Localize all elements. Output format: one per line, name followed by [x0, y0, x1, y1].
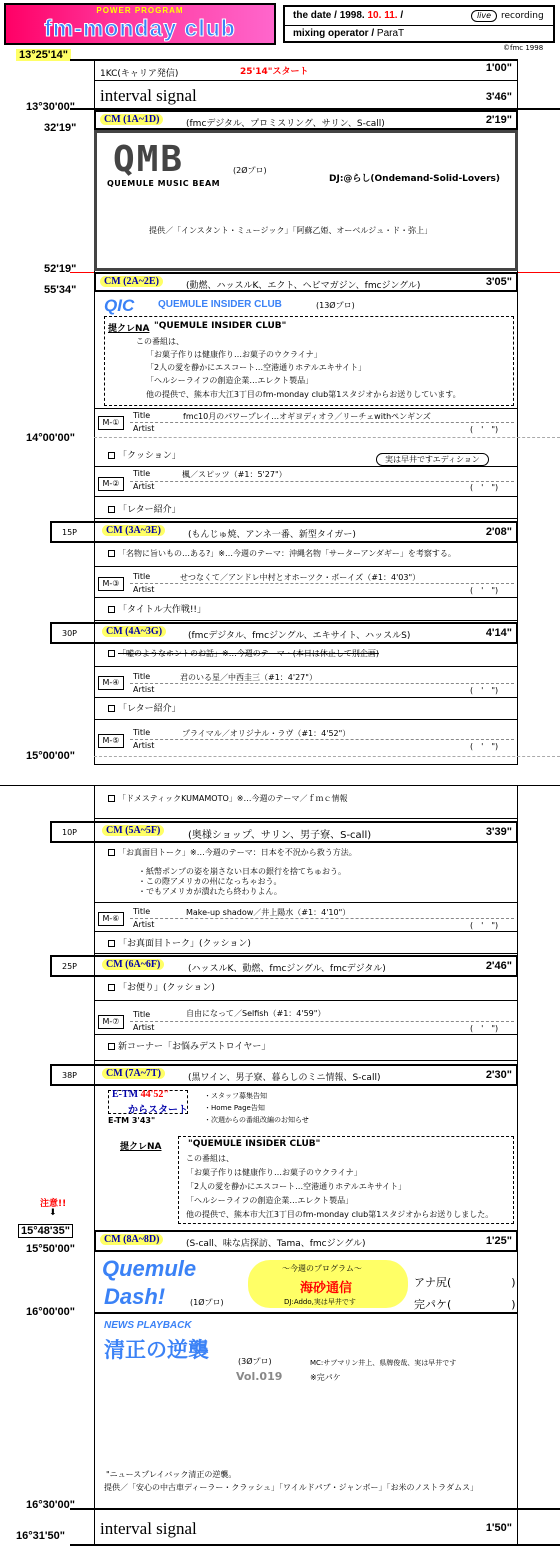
qic-prog: (13Øプロ) — [316, 301, 355, 310]
time-15-48-35: 15°48'35" — [18, 1224, 73, 1238]
copyright: ©fmc 1998 — [503, 44, 544, 52]
qd-kan-close: ) — [511, 1298, 516, 1311]
time-16-00-00: 16°00'00" — [26, 1306, 75, 1318]
serious-text-1: 「お真面目トーク」※…今週のテーマ：日本を不況から救う方法。 — [118, 848, 357, 857]
cm5-position: 10P — [62, 828, 78, 837]
m3-title: せつなくて／アンドレ中村とオホーツク・ボーイズ（#1：4'03"） — [180, 573, 421, 582]
qic2-line-1: この番組は、 — [186, 1154, 234, 1163]
cm8-label: CM (8A~8D) — [100, 1234, 163, 1245]
etm-start: からスタート — [128, 1105, 188, 1116]
cm5-text: (奥様ショップ、サリン、男子寮、S-call) — [188, 830, 372, 841]
logo-main-text: fm-monday club — [44, 15, 236, 41]
live-badge: live — [471, 10, 497, 22]
cm5-label: CM (5A~5F) — [102, 825, 164, 836]
time-15-50-00: 15°50'00" — [26, 1243, 75, 1255]
m7-time-blank: ( ' ") — [470, 1024, 499, 1033]
newcorner-row — [108, 1039, 270, 1052]
kc-duration: 1'00" — [485, 62, 512, 74]
qd-promo-2: 海砂通信 — [300, 1281, 353, 1296]
caution-arrow-icon: ⬇ — [49, 1208, 57, 1218]
m4-title-label: Title — [133, 672, 151, 681]
cm7-label: CM (7A~7T) — [102, 1068, 165, 1079]
cm2-row — [94, 272, 518, 292]
m2-title: 楓／スピッツ（#1：5'27"） — [182, 470, 287, 479]
cm3-text: (もんじゅ焼、アンネ一番、新型タイガー) — [188, 530, 356, 540]
cm6-position: 25P — [62, 962, 78, 971]
cm4-duration: 4'14" — [485, 627, 512, 639]
np-top-label: NEWS PLAYBACK — [104, 1320, 192, 1331]
etm-title — [112, 1089, 169, 1100]
etm-time: 44'52" — [140, 1089, 169, 1100]
letter-text-1: 「レター紹介」 — [118, 505, 181, 515]
m2-label: M-② — [98, 477, 124, 491]
domestic-row — [108, 793, 347, 804]
greet-row — [108, 980, 215, 993]
bullet-2: ・この際アメリカの州になっちゃおう。 — [138, 877, 282, 886]
m3-label: M-③ — [98, 577, 124, 591]
m7-label: M-⑦ — [98, 1015, 124, 1029]
mixing-value: ParaT — [376, 28, 405, 39]
cm7-row — [50, 1064, 518, 1086]
m7-title-label: Title — [133, 1010, 151, 1019]
m2-artist-label: Artist — [133, 482, 155, 491]
qic2-line-2: 「お菓子作りは健康作り…お菓子のウクライナ」 — [186, 1168, 362, 1177]
letter-row-1 — [108, 502, 181, 515]
cm7-position: 38P — [62, 1071, 78, 1080]
qmb-subtitle: QUEMULE MUSIC BEAM — [107, 179, 221, 188]
m2-time-blank: ( ' ") — [470, 483, 499, 492]
cm6-row — [50, 955, 518, 977]
time-13-25-14: 13°25'14" — [16, 49, 71, 61]
np-footer-1: "ニュースプレイバック清正の逆襲。 — [106, 1470, 237, 1479]
qic-logo: QIC — [104, 296, 135, 315]
cm1-duration: 2'19" — [485, 114, 512, 126]
m1-time-blank: ( ' ") — [470, 425, 499, 434]
cm7-duration: 2'30" — [485, 1069, 512, 1081]
interval-duration-2: 1'50" — [485, 1522, 512, 1534]
letter-row-2 — [108, 701, 181, 714]
qic-na-label: 提クレNA — [108, 324, 150, 334]
qd-promo-3: DJ:Addo,実は早井です — [284, 1298, 356, 1306]
qd-prog: (1Øプロ) — [190, 1298, 224, 1307]
mixing-label: mixing operator — [293, 28, 369, 39]
cm1-text: (fmcデジタル、プロミスリング、サリン、S-call) — [186, 119, 385, 129]
talk-row-1 — [108, 548, 456, 559]
qic2-na-label: 提クレNA — [120, 1142, 162, 1152]
program-logo — [4, 3, 276, 45]
qd-ana-label: アナ尻( — [414, 1276, 452, 1289]
cm6-text: (ハッスルK、動燃、fmcジングル、fmcデジタル) — [188, 964, 386, 974]
cm8-row — [94, 1230, 518, 1252]
cm2-duration: 3'05" — [485, 276, 512, 288]
time-13-30-00: 13°30'00" — [26, 101, 75, 113]
cm4-text: (fmcデジタル、fmcジングル、エキサイト、ハッスルS) — [188, 631, 411, 641]
cm1-row — [94, 110, 518, 130]
domestic-text: 「ドメスティックKUMAMOTO」※…今週のテーマ／ｆｍｃ情報 — [118, 794, 348, 803]
talk-text-1: 「名物に旨いもの…ある?」※…今週のテーマ：沖縄名物「サーターアンダギー」を考察する。 — [118, 549, 456, 558]
bullet-3: ・でもアメリカが潰れたら終わりよん。 — [138, 887, 282, 896]
qic2-line-5: 他の提供で、熊本市大江3丁目のfm-monday club第1スタジオからお送りしました。 — [186, 1210, 494, 1219]
np-prog: (3Øプロ) — [238, 1357, 272, 1366]
qic-line-4: 「ヘルシーライフの創造企業…エレクト製品」 — [146, 376, 314, 385]
serious-row-2 — [108, 936, 251, 949]
qic-line-3: 「2人の愛を静かにエスコート…空港通りホテルエキサイト」 — [146, 363, 367, 372]
m1-label: M-① — [98, 416, 124, 430]
title-work-row — [108, 602, 206, 615]
qmb-prog: (2Øプロ) — [233, 166, 267, 175]
qic-line-2: 「お菓子作りは健康作り…お菓子のウクライナ」 — [146, 350, 322, 359]
kc-row-text: 1KC(キャリア発信) — [100, 69, 179, 79]
time-14-00-00: 14°00'00" — [26, 432, 75, 444]
m6-title-label: Title — [133, 907, 151, 916]
start-note: 25'14"スタート — [240, 67, 309, 77]
np-footer-2: 提供／「安心の中古車ディーラー・クラッシュ」「ワイルドパブ・ジャンボー」「お米のノストラダムス」 — [104, 1483, 479, 1492]
qic2-line-4: 「ヘルシーライフの創造企業…エレクト製品」 — [186, 1196, 354, 1205]
qmb-dj: DJ:@らし(Ondemand-Solid-Lovers) — [329, 174, 500, 184]
cm6-label: CM (6A~6F) — [102, 959, 164, 970]
qmb-offer: 提供／「インスタント・ミュージック」「阿蘇乙姫、オーベルジュ・ド・弥上」 — [149, 226, 433, 235]
m4-label: M-④ — [98, 676, 124, 690]
date-day: 11. — [384, 10, 398, 21]
np-vol: Vol.019 — [236, 1370, 283, 1383]
cm7-text: (黒ワイン、男子寮、暮らしのミニ情報、S-call) — [188, 1073, 381, 1083]
cm3-duration: 2'08" — [485, 526, 512, 538]
interval-signal-2: interval signal — [100, 1519, 197, 1538]
qd-kan-label: 完パケ( — [414, 1298, 452, 1311]
qd-kan — [414, 1296, 516, 1312]
lie-row — [108, 648, 379, 659]
qic2-head: "QUEMULE INSIDER CLUB" — [188, 1139, 321, 1149]
m3-time-blank: ( ' ") — [470, 586, 499, 595]
m1-artist-label: Artist — [133, 424, 155, 433]
cm3-position: 15P — [62, 528, 78, 537]
cm8-duration: 1'25" — [485, 1235, 512, 1247]
cm2-text: (動燃、ハッスルK、エクト、ヘビマガジン、fmcジングル) — [186, 281, 421, 291]
caution-note: 注意!! — [40, 1199, 67, 1209]
cm1-label: CM (1A~1D) — [100, 114, 163, 125]
qmb-logo: QMB — [113, 139, 185, 180]
bullet-1: ・紙幣ポンプの姿を崩さない日本の銀行を捨てちゅおう。 — [138, 867, 346, 876]
np-mc: MC:サブマリン井上、県牌俊哉、実は早井です — [310, 1359, 457, 1367]
date-label: the date — [293, 10, 332, 21]
etm-label: E-TM — [112, 1089, 139, 1100]
cm2-label: CM (2A~2E) — [100, 276, 163, 287]
date-year: 1998. — [339, 10, 365, 21]
m7-title: 自由になって／Selfish（#1：4'59"） — [186, 1009, 326, 1018]
time-32-19: 32'19" — [44, 122, 77, 134]
qd-logo-2: Dash! — [104, 1284, 166, 1309]
serious-row-1 — [108, 847, 357, 858]
cm5-row — [50, 821, 518, 843]
m5-title-label: Title — [133, 728, 151, 737]
newcorner-text: 新コーナー「お悩みデストロイヤー」 — [118, 1042, 271, 1052]
cm5-duration: 3'39" — [485, 826, 512, 838]
m4-title: 君のいる星／中西圭三（#1：4'27"） — [180, 673, 317, 682]
cushion-row — [108, 448, 181, 461]
qic-head: "QUEMULE INSIDER CLUB" — [154, 321, 287, 331]
cm3-row — [50, 521, 518, 543]
m6-title: Make-up shadow／井上陽水（#1：4'10"） — [186, 908, 351, 917]
m6-time-blank: ( ' ") — [470, 921, 499, 930]
lie-text: 「嘘のようなホントのお話」※…今週のテーマ・(本日は休止して別企画) — [118, 649, 379, 658]
m2-title-label: Title — [133, 469, 151, 478]
interval-duration: 3'46" — [485, 91, 512, 103]
np-title: 清正の逆襲 — [104, 1338, 209, 1362]
m3-title-label: Title — [133, 572, 151, 581]
interval-signal: interval signal — [100, 86, 197, 105]
m6-label: M-⑥ — [98, 912, 124, 926]
cm4-row — [50, 622, 518, 644]
cm4-position: 30P — [62, 629, 78, 638]
qic-line-1: この番組は、 — [136, 337, 184, 346]
qic2-line-3: 「2人の愛を静かにエスコート…空港通りホテルエキサイト」 — [186, 1182, 407, 1191]
time-52-19: 52'19" — [44, 263, 77, 275]
m5-label: M-⑤ — [98, 734, 124, 748]
etm-length: E-TM 3'43" — [108, 1116, 156, 1125]
qd-ana-close: ) — [511, 1276, 516, 1289]
cm3-label: CM (3A~3E) — [102, 525, 165, 536]
time-16-30-00: 16°30'00" — [26, 1499, 75, 1511]
time-16-31-50: 16°31'50" — [16, 1530, 65, 1542]
letter-text-2: 「レター紹介」 — [118, 704, 181, 714]
greet-text: 「お便り」(クッション) — [118, 983, 215, 993]
etm-note-2: ・Home Page告知 — [204, 1104, 265, 1112]
time-55-34: 55'34" — [44, 284, 77, 296]
serious-text-2: 「お真面目トーク」(クッション) — [118, 939, 251, 949]
m1-title-label: Title — [133, 411, 151, 420]
qd-logo-1: Quemule — [102, 1256, 197, 1281]
qic-title: QUEMULE INSIDER CLUB — [158, 299, 282, 310]
m6-artist-label: Artist — [133, 920, 155, 929]
time-15-00-00: 15°00'00" — [26, 750, 75, 762]
recording-label: recording — [501, 11, 544, 21]
m4-time-blank: ( ' ") — [470, 686, 499, 695]
m5-title: プライマル／オリジナル・ラヴ（#1：4'52"） — [182, 729, 351, 738]
cushion-note-badge: 実は早井ですエディション — [376, 453, 489, 466]
qd-promo-1: ～今週のプログラム～ — [282, 1264, 362, 1273]
title-work-text: 「タイトル大作戦!!」 — [118, 605, 207, 615]
cushion-text: 「クッション」 — [118, 451, 181, 461]
m7-artist-label: Artist — [133, 1023, 155, 1032]
qmb-block — [94, 130, 518, 271]
date-box: the date / 1998. 10. 11. / live recording mixing operator / ParaT — [283, 5, 555, 43]
logo-top-text: POWER PROGRAM — [96, 6, 184, 15]
qd-ana — [414, 1274, 516, 1290]
qic-line-5: 他の提供で、熊本市大江3丁目のfm-monday club第1スタジオからお送りしています。 — [146, 390, 461, 399]
m5-artist-label: Artist — [133, 741, 155, 750]
m5-time-blank: ( ' ") — [470, 742, 499, 751]
m4-artist-label: Artist — [133, 685, 155, 694]
np-kan: ※完パケ — [310, 1373, 341, 1382]
date-month: 10. — [367, 10, 382, 21]
m1-title: fmc10月のパワープレイ…オギヨディオラ／リーチェwithペンギンズ — [183, 412, 431, 421]
etm-note-3: ・次週からの番組改編のお知らせ — [204, 1116, 309, 1124]
m3-artist-label: Artist — [133, 585, 155, 594]
etm-note-1: ・スタッフ募集告知 — [204, 1092, 267, 1100]
cm4-label: CM (4A~3G) — [102, 626, 166, 637]
cm6-duration: 2'46" — [485, 960, 512, 972]
cm8-text: (S-call、味な店探訪、Tama、fmcジングル) — [186, 1239, 366, 1249]
